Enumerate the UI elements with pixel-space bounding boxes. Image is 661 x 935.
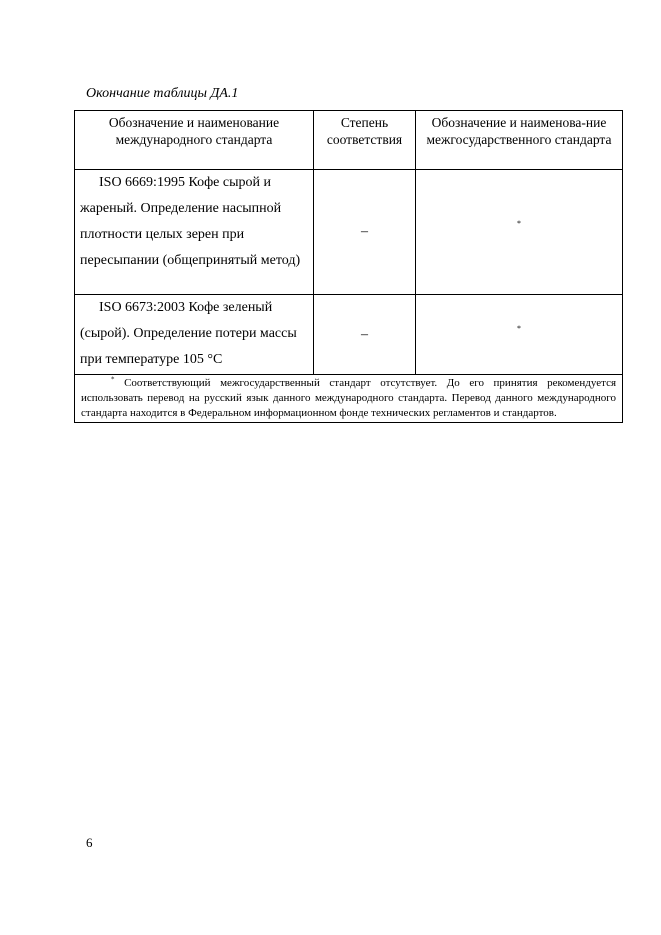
- cell-degree: –: [314, 295, 416, 375]
- footnote-cell: [75, 375, 623, 423]
- cell-international-standard: ISO 6669:1995 Кофе сырой и жареный. Определение насыпной плотности целых зерен при пересыпании (общепринятый метод): [75, 170, 314, 295]
- cell-interstate-standard: *: [416, 170, 623, 295]
- header-international-standard: Обозначение и наименование международного стандарта: [75, 111, 314, 170]
- page-number: 6: [86, 835, 93, 850]
- table-row: [75, 295, 623, 375]
- table-row: [75, 170, 623, 295]
- table-header-row: [75, 111, 623, 170]
- header-interstate-standard: Обозначение и наименова-ние межгосударственного стандарта: [416, 111, 623, 170]
- cell-international-standard: ISO 6673:2003 Кофе зеленый (сырой). Определение потери массы при температуре 105 °С: [75, 295, 314, 375]
- footnote-mark: *: [111, 375, 115, 384]
- footnote-row: [75, 375, 623, 423]
- cell-degree: –: [314, 170, 416, 295]
- cell-interstate-standard: *: [416, 295, 623, 375]
- footnote-text: Соответствующий межгосударственный стандарт отсутствует. До его принятия рекомендуется использовать перевод на русский язык данного международного стандарта. Перевод данного международного стандарта находится в Федеральном информационном фонде технических регламентов и стандартов.: [81, 377, 617, 419]
- header-degree-of-correspondence: Степень соответствия: [314, 111, 416, 170]
- standards-table: [74, 110, 623, 423]
- table-caption: Окончание таблицы ДА.1: [86, 86, 239, 101]
